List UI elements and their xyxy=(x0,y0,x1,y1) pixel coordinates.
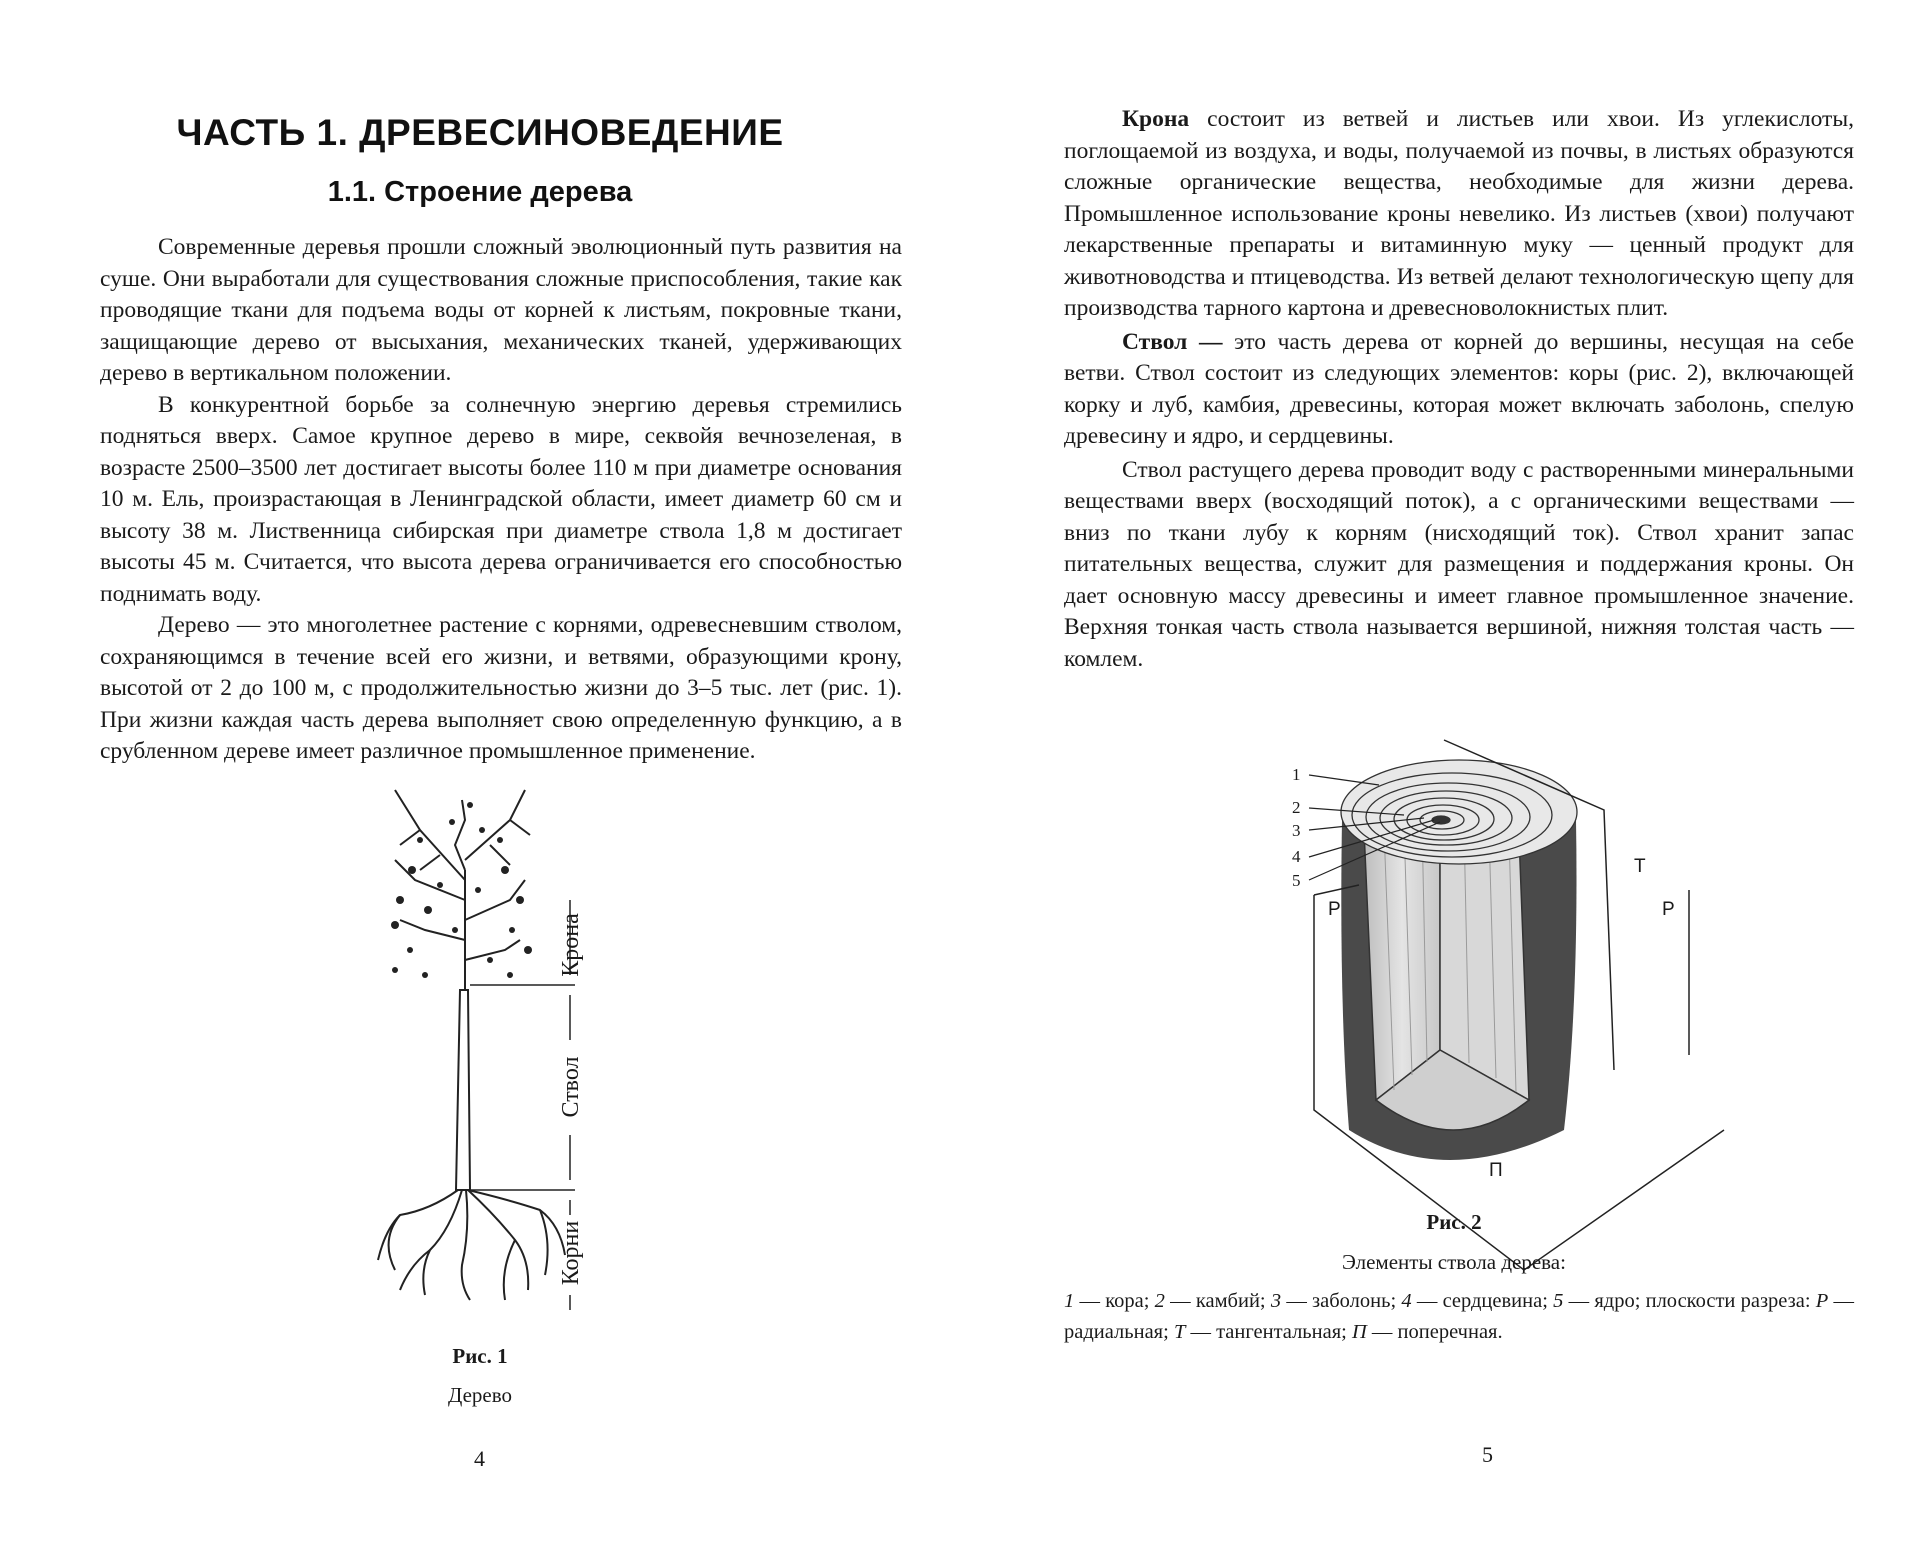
figure2-title: Рис. 2 xyxy=(1426,1210,1482,1234)
legend-text: — сердцевина; xyxy=(1411,1290,1554,1312)
paragraph xyxy=(1064,455,1854,676)
legend-text: — заболонь; xyxy=(1281,1290,1402,1312)
figure1-dimension-lines xyxy=(470,900,575,1310)
paragraph-text: состоит из ветвей и листьев или хвои. Из углекислоты, поглощаемой из воздуха, и воды, получаемой из почвы, в листьях образуются сложные органические вещества, необходимые для жизни дерева. Промышленное использование кроны невелико. Из листьев (хвои) получают лекарственные препараты и витаминную муку — ценный продукт для животноводства и птицеводства. Из ветвей делают технологическую щепу для производства тарного картона и древесноволокнистых плит. xyxy=(1064,106,1854,321)
legend-key: 4 xyxy=(1401,1290,1412,1312)
tree-crown xyxy=(395,790,530,1000)
figure1-name: Дерево xyxy=(448,1383,512,1407)
legend-key: Т xyxy=(1173,1321,1186,1343)
transverse-cut-face xyxy=(1376,1050,1529,1130)
paragraph-text: это часть дерева от корней до вершины, несущая на себе ветви. Ствол состоит из следующих элементов: коры (рис. 2), включающей корку и луб, камбия, древесины, которая может включать заболонь, спелую древесину и ядро, и сердцевины. xyxy=(1064,328,1854,449)
bark xyxy=(1341,820,1576,1160)
paragraph-text: Ствол растущего дерева проводит воду с растворенными минеральными веществами вверх (восходящий поток), а с органическими веществами — вниз по ткани лубу к корням (нисходящий ток). Ствол хранит запас питательных вещества, служит для размещения и поддержания кроны. Он дает основную массу древесины и имеет главное промышленное значение. Верхняя тонкая часть ствола называется вершиной, нижняя толстая часть — комлем. xyxy=(1064,456,1854,672)
paragraph: В конкурентной борьбе за солнечную энергию деревья стремились подняться вверх. Самое крупное дерево в мире, секвойя вечнозеленая, в возрасте 2500–3500 лет достигает высоты более 110 м при диаметре основания 10 м. Ель, произрастающая в Ленинградской области, имеет диаметр 60 см и высоту 38 м. Лиственница сибирская при диаметре ствола 1,8 м достигает высоты 45 м. Считается, что высота дерева ограничивается его способностью поднимать воду. xyxy=(100,391,902,607)
legend-key: 5 xyxy=(1553,1290,1564,1312)
term-crown: Крона xyxy=(1122,106,1190,132)
left-page-number: 4 xyxy=(474,1446,485,1471)
tangential-cut-face xyxy=(1440,818,1529,1100)
legend-key: 3 xyxy=(1270,1290,1282,1312)
right-page-number: 5 xyxy=(1482,1442,1493,1467)
tree-leaves xyxy=(391,802,532,978)
right-body-text xyxy=(1064,104,1854,677)
label-trunk: Ствол xyxy=(558,1056,584,1118)
radial-cut-face xyxy=(1364,818,1440,1100)
number-4: 4 xyxy=(1292,847,1301,866)
left-body-text xyxy=(100,232,902,768)
figure2-legend xyxy=(1064,1286,1854,1348)
figure2-name: Элементы ствола дерева: xyxy=(1342,1250,1566,1274)
number-3: 3 xyxy=(1292,821,1301,840)
plane-label-transverse: П xyxy=(1489,1160,1503,1181)
cutting-planes xyxy=(1314,740,1724,1270)
legend-key: 1 xyxy=(1064,1290,1075,1312)
legend-text: — камбий; xyxy=(1164,1290,1271,1312)
plane-label-tangential: Т xyxy=(1634,856,1646,877)
number-1: 1 xyxy=(1292,765,1301,784)
paragraph: Дерево — это многолетнее растение с корнями, одревесневшим стволом, сохраняющимся в течение всей его жизни, и ветвями, образующими крону, высотой от 2 до 100 м, с продолжительностью жизни до 3–5 тыс. лет (рис. 1). При жизни каждая часть дерева выполняет свою определенную функцию, а в срубленном дереве имеет различное промышленное применение. xyxy=(100,612,902,764)
legend-text: — радиальная; xyxy=(1064,1290,1855,1343)
leader-lines xyxy=(1309,775,1440,880)
legend-text: — тангентальная; xyxy=(1185,1321,1352,1343)
plane-label-radial-left: Р xyxy=(1328,899,1341,920)
plane-label-radial-right: Р xyxy=(1662,899,1675,920)
paragraph xyxy=(1064,327,1854,453)
tree-roots xyxy=(378,1190,565,1300)
label-crown: Крона xyxy=(558,913,584,977)
term-trunk: Ствол — xyxy=(1122,328,1223,355)
legend-key: П xyxy=(1351,1321,1367,1343)
annual-rings xyxy=(1341,760,1577,864)
right-page xyxy=(964,0,1928,1541)
number-5: 5 xyxy=(1292,871,1301,890)
figure1-title: Рис. 1 xyxy=(452,1344,508,1368)
section-title: 1.1. Строение дерева xyxy=(327,176,633,208)
legend-text: — ядро; плоскости разреза: xyxy=(1563,1290,1816,1312)
part-title: ЧАСТЬ 1. ДРЕВЕСИНОВЕДЕНИЕ xyxy=(176,112,784,153)
legend-text: — поперечная. xyxy=(1366,1321,1503,1343)
legend-key: Р xyxy=(1815,1290,1829,1312)
number-2: 2 xyxy=(1292,798,1301,817)
legend-key: 2 xyxy=(1154,1290,1165,1312)
paragraph xyxy=(1064,104,1854,325)
tree-trunk xyxy=(456,990,470,1190)
legend-text: — кора; xyxy=(1074,1290,1155,1312)
paragraph: Современные деревья прошли сложный эволюционный путь развития на суше. Они выработали для существования сложные приспособления, такие как проводящие ткани для подъема воды от корней к листьям, покровные ткани, защищающие дерево от высыхания, механических тканей, удерживающих дерево в вертикальном положении. xyxy=(100,234,902,386)
label-roots: Корни xyxy=(558,1220,584,1286)
